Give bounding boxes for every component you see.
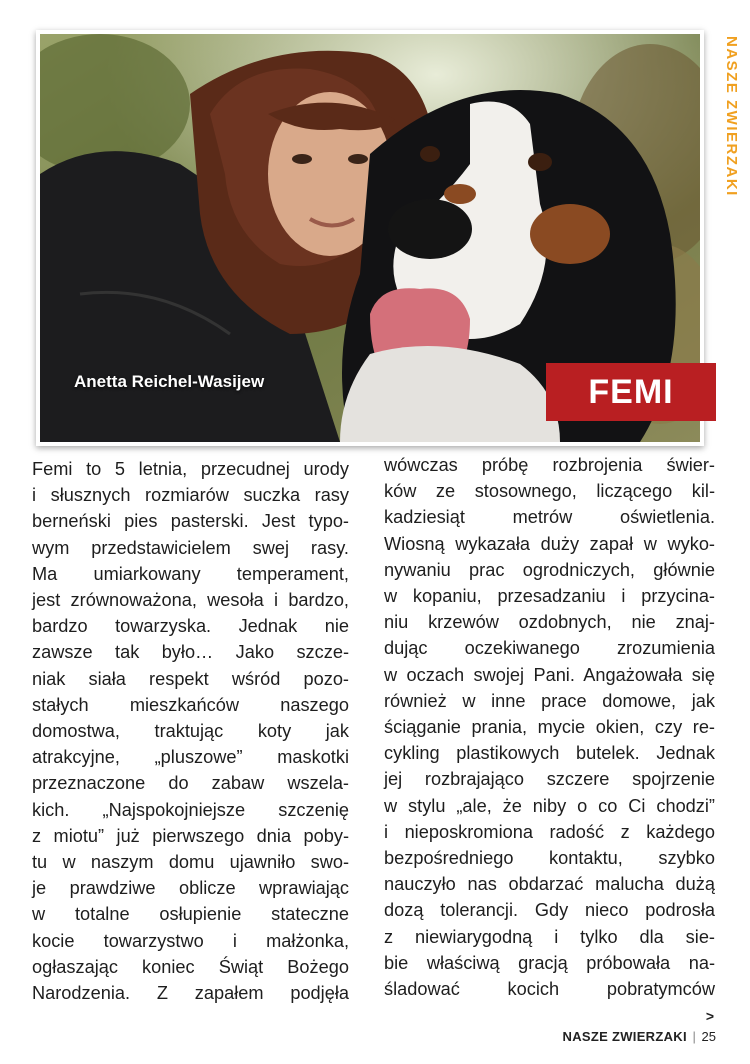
article-line: dując oczekiwanego zrozumienia — [384, 638, 715, 659]
article-line: kocie towarzystwo i małżonka, — [32, 930, 349, 951]
article-line: Femi to 5 letnia, przecudnej urody — [32, 459, 349, 479]
article-line: również w inne prace domowe, jak — [384, 690, 715, 711]
article-line: bezpośredniego kontaktu, szybko — [384, 848, 715, 869]
photo-caption: Anetta Reichel-Wasijew — [74, 372, 265, 391]
article-line: z niewiarygodną i tylko dla sie- — [384, 926, 715, 947]
article-line: tu w naszym domu ujawniło swo- — [32, 852, 349, 873]
article-line: przeznaczone do zabaw wszela- — [32, 773, 349, 794]
article-line: w oczach swojej Pani. Angażowała się — [384, 664, 715, 685]
article-line: w stylu „ale, że niby o co Ci chodzi” — [384, 795, 715, 816]
article-line: śladować kocich pobratymców — [384, 979, 715, 1000]
article-line: w kopaniu, przesadzaniu i przycina- — [384, 586, 715, 607]
article-line: ogłaszając koniec Świąt Bożego — [32, 956, 349, 977]
article-line: berneński pies pasterski. Jest typo- — [32, 511, 349, 532]
footer-separator: | — [692, 1029, 696, 1044]
article-line: w totalne osłupienie stateczne — [32, 904, 349, 925]
article-line: zawsze tak było… Jako szcze- — [32, 642, 349, 663]
article-line: niak siała respekt wśród pozo- — [32, 668, 349, 689]
article-line: niu krzewów ozdobnych, nie znaj- — [384, 612, 715, 633]
article-line: jest zrównoważona, wesoła i bardzo, — [32, 590, 349, 611]
article-line: i nieposkromiona radość z każdego — [384, 821, 715, 842]
page-footer — [563, 1029, 717, 1044]
article-line: bie właściwą gracją próbowała na- — [384, 952, 715, 973]
article-line: stałych mieszkańców naszego — [32, 694, 349, 715]
section-tab: NASZE ZWIERZAKI — [723, 36, 740, 197]
article-line: domostwa, traktując koty jak — [32, 721, 349, 742]
article-line: Ma umiarkowany temperament, — [32, 563, 349, 584]
article-line: bardzo towarzyska. Jednak nie — [32, 616, 349, 637]
article-line: cykling plastikowych butelek. Jednak — [384, 743, 715, 764]
footer-magazine-name: NASZE ZWIERZAKI — [562, 1029, 687, 1044]
article-line: atrakcyjne, „pluszowe” maskotki — [32, 747, 349, 768]
article-line: wym przedstawicielem swej rasy. — [32, 537, 349, 558]
article-line: z miotu” już pierwszego dnia poby- — [32, 825, 349, 846]
article-line: dozą tolerancji. Gdy nieco podrosła — [384, 900, 715, 921]
article-line: kadziesiąt metrów oświetlenia. — [384, 507, 715, 528]
article-line: nauczyło nas obdarzać malucha dużą — [384, 874, 715, 895]
article-line: wówczas próbę rozbrojenia świer- — [384, 455, 715, 475]
article-line: kich. „Najspokojniejsze szczenię — [32, 799, 349, 820]
article-line: Wiosną wykazała duży zapał w wyko- — [384, 533, 715, 554]
page-number: 25 — [701, 1029, 716, 1044]
article-line: je prawdziwe oblicze wprawiając — [32, 878, 349, 899]
article-line: nywaniu prac ogrodniczych, głównie — [384, 559, 715, 580]
dog-name-badge: FEMI — [546, 363, 716, 421]
article-column-left — [32, 456, 349, 1006]
article-line: jej rozbrajająco szczere spojrzenie — [384, 769, 715, 790]
article-line: Narodzenia. Z zapałem podjęła — [32, 983, 349, 1004]
article-column-right — [384, 452, 715, 1002]
article-line: ściąganie prania, mycie okien, czy re- — [384, 717, 715, 738]
next-page-arrow-icon: > — [705, 1008, 714, 1024]
article-line: ków ze stosownego, liczącego kil- — [384, 481, 715, 502]
article-line: i słusznych rozmiarów suczka rasy — [32, 485, 349, 506]
